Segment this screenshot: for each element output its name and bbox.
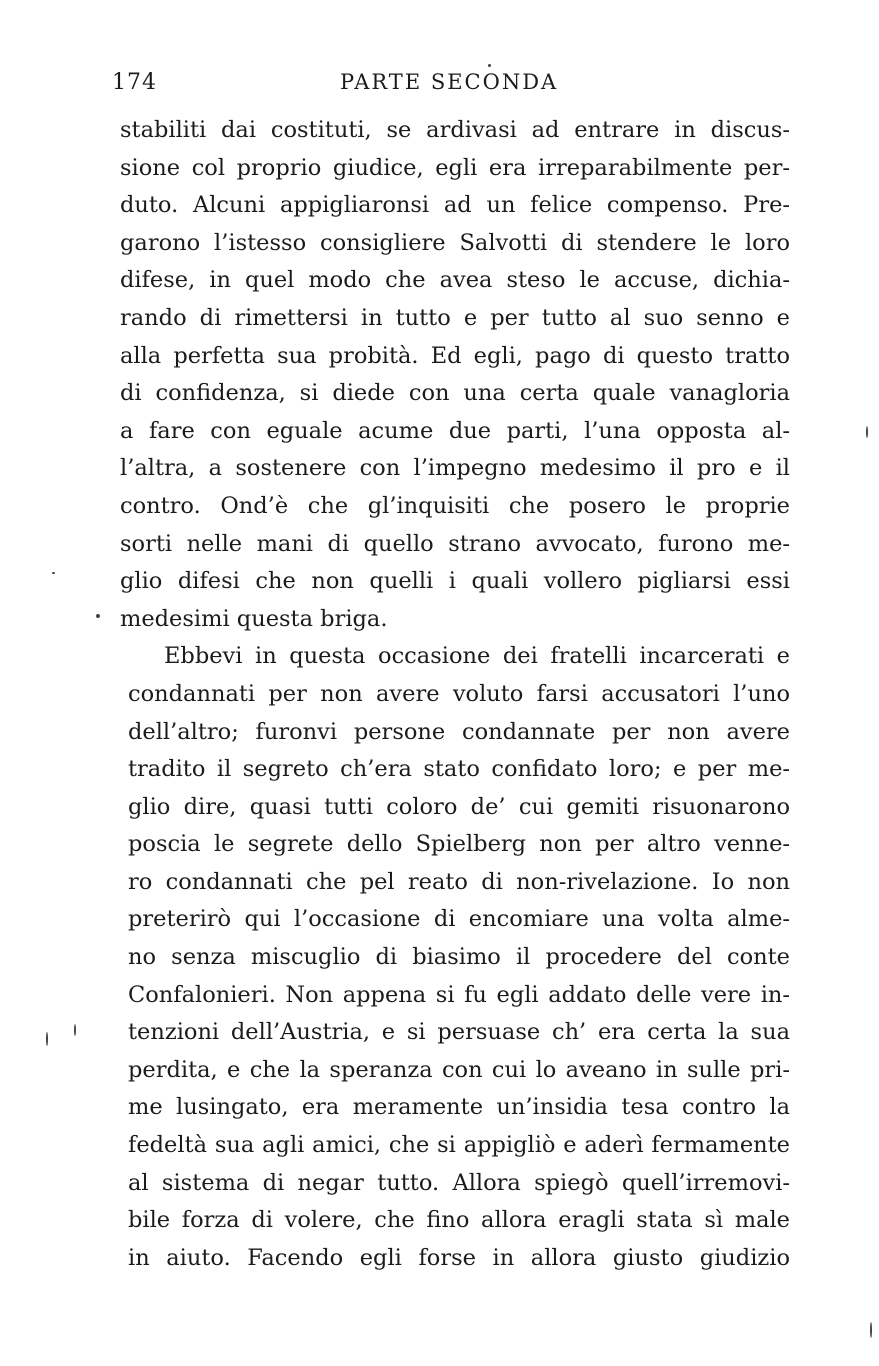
text-line: medesimi questa briga.: [120, 605, 388, 632]
text-line: difese, in quel modo che avea steso le accuse, dichia-: [120, 267, 790, 294]
text-line: ro condannati che pel reato di non-rivelazione. Io non: [128, 868, 790, 895]
scan-speck: [870, 1322, 872, 1338]
scan-speck: [74, 1024, 76, 1036]
text-line: sione col proprio giudice, egli era irreparabilmente per-: [120, 154, 790, 181]
page-header: [112, 70, 792, 106]
text-line: rando di rimettersi in tutto e per tutto al suo senno e: [120, 304, 790, 331]
text-line: di confidenza, si diede con una certa quale vanagloria: [120, 380, 790, 407]
text-line: sorti nelle mani di quello strano avvocato, furono me-: [120, 530, 790, 557]
text-line: condannati per non avere voluto farsi accusatori l’uno: [128, 680, 790, 707]
text-line: in aiuto. Facendo egli forse in allora giusto giudizio: [128, 1244, 790, 1271]
text-line: dell’altro; furonvi persone condannate per non avere: [128, 718, 790, 745]
text-line: Ebbevi in questa occasione dei fratelli incarcerati e: [164, 643, 790, 670]
text-line: poscia le segrete dello Spielberg non per altro venne-: [128, 831, 790, 858]
text-line: preterirò qui l’occasione di encomiare una volta alme-: [128, 906, 790, 933]
text-line: l’altra, a sostenere con l’impegno medesimo il pro e il: [120, 455, 790, 482]
text-line: al sistema di negar tutto. Allora spiegò quell’irremovi-: [128, 1169, 790, 1196]
text-line: duto. Alcuni appigliaronsi ad un felice compenso. Pre-: [120, 192, 790, 219]
text-line: tradito il segreto ch’era stato confidato loro; e per me-: [128, 756, 790, 783]
text-line: alla perfetta sua probità. Ed egli, pago di questo tratto: [120, 342, 790, 369]
scan-speck: [866, 426, 868, 438]
text-line: fedeltà sua agli amici, che si appigliò e aderì fermamente: [128, 1132, 790, 1159]
text-line: tenzioni dell’Austria, e si persuase ch’ era certa la sua: [128, 1019, 790, 1046]
text-line: bile forza di volere, che fino allora eragli stata sì male: [128, 1207, 790, 1234]
scan-speck: [488, 64, 491, 67]
text-line: glio dire, quasi tutti coloro de’ cui gemiti risuonarono: [128, 793, 790, 820]
page-number: 174: [112, 70, 157, 95]
text-line: garono l’istesso consigliere Salvotti di stendere le loro: [120, 229, 790, 256]
text-line: a fare con eguale acume due parti, l’una opposta al-: [120, 417, 790, 444]
text-line: Confalonieri. Non appena si fu egli addato delle vere in-: [128, 981, 790, 1008]
text-line: contro. Ond’è che gl’inquisiti che posero le proprie: [120, 492, 790, 519]
text-line: me lusingato, era meramente un’insidia tesa contro la: [128, 1094, 790, 1121]
scan-speck: [96, 614, 100, 618]
text-line: stabiliti dai costituti, se ardivasi ad entrare in discus-: [120, 117, 790, 143]
text-line: perdita, e che la speranza con cui lo aveano in sulle pri-: [128, 1056, 790, 1083]
paragraph: [120, 638, 790, 1277]
running-head: PARTE SECONDA: [340, 70, 559, 94]
scan-speck: [46, 1032, 48, 1046]
body-text: [120, 112, 790, 1277]
paragraph: [120, 112, 790, 638]
scan-speck: [52, 572, 55, 574]
text-line: no senza miscuglio di biasimo il procedere del conte: [128, 944, 790, 971]
text-line: glio difesi che non quelli i quali vollero pigliarsi essi: [120, 568, 790, 595]
